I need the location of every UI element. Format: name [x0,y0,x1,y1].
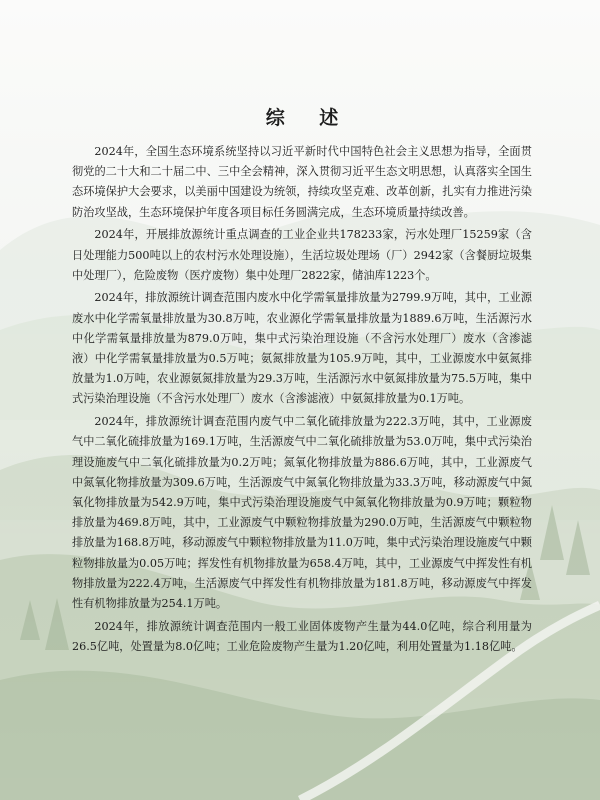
paragraph-exhaust-gas: 2024年，排放源统计调查范围内废气中二氧化硫排放量为222.3万吨，其中，工业源废气中二氧化硫排放量为169.1万吨，生活源废气中二氧化硫排放量为53.0万吨，集中式污染治理设施废气中二氧化硫排放量为0.2万吨；氮氧化物排放量为886.6万吨，其中，工业源废气中氮氧化物排放量为309.6万吨，生活源废气中氮氧化物排放量为33.3万吨，移动源废气中氮氧化物排放量为542.9万吨，集中式污染治理设施废气中氮氧化物排放量为0.9万吨；颗粒物排放量为469.8万吨，其中，工业源废气中颗粒物排放量为290.0万吨，生活源废气中颗粒物排放量为168.8万吨，移动源废气中颗粒物排放量为11.0万吨，集中式污染治理设施废气中颗粒物排放量为0.05万吨；挥发性有机物排放量为658.4万吨，其中，工业源废气中挥发性有机物排放量为222.4万吨，生活源废气中挥发性有机物排放量为181.8万吨，移动源废气中挥发性有机物排放量为254.1万吨。 [72,415,532,610]
paragraph-survey-scope: 2024年，开展排放源统计重点调查的工业企业共178233家，污水处理厂15259家（含日处理能力500吨以上的农村污水处理设施），生活垃圾处理场（厂）2942家（含餐厨垃圾集中处理厂），危险废物（医疗废物）集中处理厂2822家，储油库1223个。 [72,228,532,282]
page-title: 综 述 [265,106,353,129]
document-page [72,0,532,800]
body-text [72,142,532,660]
paragraph-wastewater: 2024年，排放源统计调查范围内废水中化学需氧量排放量为2799.9万吨，其中，工业源废水中化学需氧量排放量为30.8万吨，农业源化学需氧量排放量为1889.6万吨，生活源污水中化学需氧量排放量为879.0万吨，集中式污染治理设施（不含污水处理厂）废水（含渗滤液）中化学需氧量排放量为0.5万吨；氨氮排放量为105.9万吨，其中，工业源废水中氨氮排放量为1.0万吨，农业源氨氮排放量为29.3万吨，生活源污水中氨氮排放量为75.5万吨，集中式污染治理设施（不含污水处理厂）废水（含渗滤液）中氨氮排放量为0.1万吨。 [72,291,532,406]
paragraph-solid-waste: 2024年，排放源统计调查范围内一般工业固体废物产生量为44.0亿吨，综合利用量为26.5亿吨，处置量为8.0亿吨；工业危险废物产生量为1.20亿吨，利用处置量为1.18亿吨。 [72,619,532,653]
paragraph-intro: 2024年，全国生态环境系统坚持以习近平新时代中国特色社会主义思想为指导，全面贯彻党的二十大和二十届二中、三中全会精神，深入贯彻习近平生态文明思想，认真落实全国生态环境保护大会要求，以美丽中国建设为统领，持续攻坚克难、改革创新，扎实有力推进污染防治攻坚战，生态环境保护年度各项目标任务圆满完成，生态环境质量持续改善。 [72,145,532,219]
